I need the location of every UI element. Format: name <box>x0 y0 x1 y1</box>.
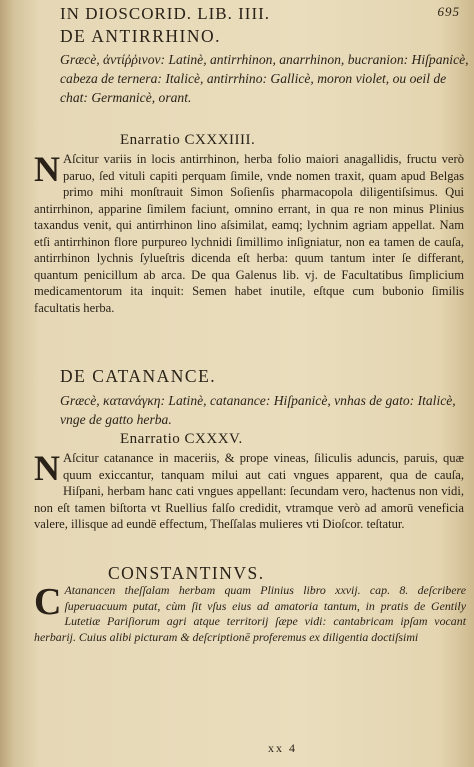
enarratio-text-antirrhino <box>34 151 464 316</box>
commentary-body: Atanancen theſſalam herbam quam Plinius libro xxvij. cap. 8. deſcribere ſuperuacuum putat, cùm ſit vſus eius ad amatoria tantum, in pratis de Gentily Lutetiæ Pariſiorum agri atque territorij ſæpe vidi: cantabricam ipſam vocant herbarij. Cuius alibi picturam & deſcriptionē proferemus ex diligentia doctiſsimi <box>34 583 466 644</box>
enarratio-heading-134: Enarratio CXXXIIII. <box>120 132 256 148</box>
section-title-constantinus: CONSTANTINVS. <box>108 563 265 583</box>
dropcap-c: C <box>34 581 62 623</box>
dropcap-n: N <box>34 448 60 488</box>
enarratio-text-catanance <box>34 450 464 533</box>
body-text: Aſcitur catanance in maceriis, & prope vineas, ſiliculis aduncis, paruis, quæ quum exiccantur, tanquam milui aut cati vngues apparent, qua de cauſa, Hiſpani, herbam hanc cati vngues appellant: ſecundam vero, haƈtenus non vidi, non eſt tamen biſtorta vt Ruellius falſo credidit, vtramque verò ad amorū veneficia valere, illisque ad eundē effectum, Theſſalas mulieres vti Dioſcor. teſtatur. <box>34 451 464 531</box>
synonyms-catanance: Græcè, κατανάγκη: Latinè, catanance: Hiſpanicè, vnhas de gato: Italicè, vnge de gatto herba. <box>60 393 456 427</box>
enarratio-heading-135: Enarratio CXXXV. <box>120 431 243 447</box>
commentary-text <box>34 583 466 645</box>
section-title-catanance: DE CATANANCE. <box>60 366 217 386</box>
body-text: Aſcitur variis in locis antirrhinon, herba folio maiori anagallidis, fructu verò paruo, ſed vituli capiti perquam ſimile, vnde nomen traxit, quam apud Belgas primo mihi monſtrauit Simon Soſienſis pharmacopola diligentiſsimus. Qui antirrhinon, apparine ſimilem faciunt, omnino errant, in qua re non minus Plinius taxandus venit, qui antirrhinon lino aſsimilat, eamq; lychnim agriam appellat. Nam etſi antirrhinon flore purpureo lychnidi ſimillimo inſigniatur, non ea tamen de cauſa, antirrhinon lychnis ſylueſtris dicenda eſt herba: quum tantum inter ſe differant, quantum penicillum ab arca. De qua Galenus lib. vj. de Facultatibus ſimplicium medicamentorum ita inquit: Semen habet inutile, eſtque cum bubonio ſimilis facultatis herba. <box>34 152 464 315</box>
section-title-antirrhino: DE ANTIRRHINO. <box>60 26 221 46</box>
synonyms-antirrhino: Græcè, ἀντίῤῥινον: Latinè, antirrhinon, anarrhinon, bucranion: Hiſpanicè, cabeza de ternera: Italicè, antirrhino: Gallicè, moron violet, ou oeil de chat: Germanicè, orant. <box>60 52 469 105</box>
dropcap-n: N <box>34 149 60 189</box>
page-number: 695 <box>437 4 460 19</box>
running-header <box>60 4 460 24</box>
signature-mark: xx 4 <box>268 741 297 755</box>
running-title: IN DIOSCORID. LIB. IIII. <box>60 4 271 23</box>
